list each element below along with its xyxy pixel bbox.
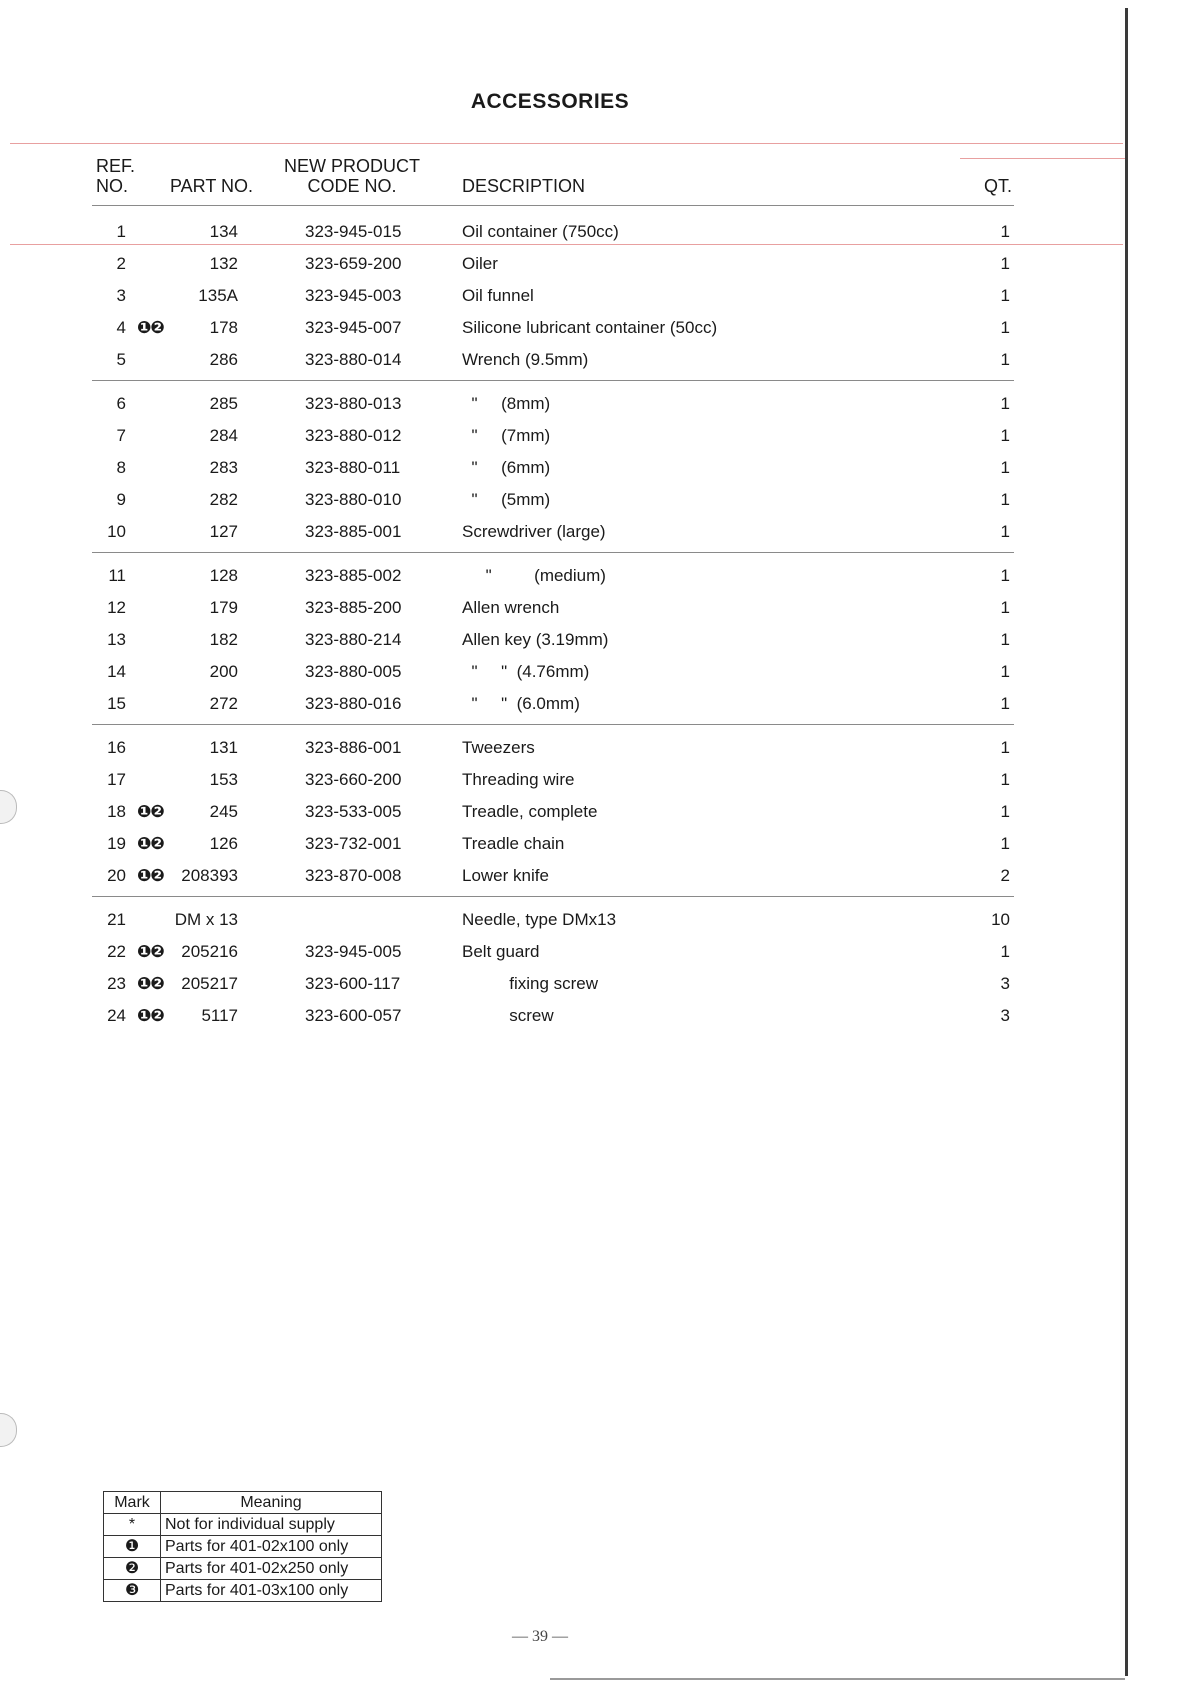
table-row — [0, 346, 1100, 378]
product-code: 323-659-200 — [305, 254, 402, 273]
header-ref-line2: NO. — [96, 176, 129, 196]
quantity: 1 — [1000, 942, 1010, 961]
quantity: 1 — [1000, 834, 1010, 853]
description: fixing screw — [462, 974, 599, 993]
quantity: 1 — [1000, 458, 1010, 477]
part-no: 131 — [209, 738, 238, 757]
table-row — [0, 1002, 1100, 1034]
table-row — [0, 690, 1100, 722]
quantity: 1 — [1000, 598, 1010, 617]
product-code: 323-880-016 — [305, 694, 402, 713]
product-code: 323-880-010 — [305, 490, 402, 509]
part-no: 153 — [209, 770, 238, 789]
product-code: 323-533-005 — [305, 802, 402, 821]
legend-meaning: Not for individual supply — [161, 1514, 382, 1536]
quantity: 1 — [1000, 522, 1010, 541]
product-code: 323-886-001 — [305, 738, 402, 757]
legend-row — [104, 1514, 382, 1536]
quantity: 1 — [1000, 222, 1010, 241]
description: " (5mm) — [462, 490, 551, 509]
page-bottom-edge — [550, 1678, 1125, 1680]
page-title: ACCESSORIES — [470, 90, 630, 113]
quantity: 3 — [1000, 974, 1010, 993]
description: Needle, type DMx13 — [462, 910, 617, 929]
part-no: 205216 — [181, 942, 238, 961]
ref-no: 11 — [108, 566, 126, 585]
table-row — [0, 658, 1100, 690]
ref-no: 12 — [107, 598, 126, 617]
mark-symbol: ❶❷ — [137, 834, 164, 853]
legend-row — [104, 1558, 382, 1580]
quantity: 10 — [991, 910, 1010, 929]
ref-no: 8 — [116, 458, 126, 477]
binder-hole-mark — [0, 1413, 17, 1447]
part-no: 127 — [209, 522, 238, 541]
quantity: 1 — [1000, 350, 1010, 369]
quantity: 1 — [1000, 426, 1010, 445]
part-no: 182 — [209, 630, 238, 649]
page-number: — 39 — — [512, 1628, 568, 1645]
part-no: 178 — [209, 318, 238, 337]
part-no: 132 — [209, 254, 238, 273]
table-row — [0, 798, 1100, 830]
legend-header-row — [104, 1492, 382, 1514]
product-code: 323-880-005 — [305, 662, 402, 681]
legend-header-meaning: Meaning — [161, 1492, 382, 1514]
scan-line-top — [10, 143, 1123, 144]
part-no: 282 — [209, 490, 238, 509]
product-code: 323-945-005 — [305, 942, 402, 961]
header-description: DESCRIPTION — [462, 176, 586, 196]
table-row — [0, 518, 1100, 550]
ref-no: 15 — [107, 694, 126, 713]
legend-mark: * — [104, 1514, 161, 1536]
scan-line-right — [960, 158, 1125, 159]
mark-symbol: ❶❷ — [137, 974, 164, 993]
description: Screwdriver (large) — [462, 522, 606, 541]
ref-no: 19 — [107, 834, 126, 853]
quantity: 3 — [1000, 1006, 1010, 1025]
description: Treadle, complete — [462, 802, 598, 821]
page-edge-shadow — [1125, 8, 1128, 1676]
part-no: 135A — [198, 286, 238, 305]
product-code: 323-660-200 — [305, 770, 402, 789]
ref-no: 17 — [107, 770, 126, 789]
ref-no: 24 — [107, 1006, 126, 1025]
ref-no: 20 — [107, 866, 126, 885]
table-row — [0, 314, 1100, 346]
parts-list — [0, 218, 1100, 1034]
ref-no: 9 — [116, 490, 126, 509]
ref-no: 21 — [107, 910, 126, 929]
part-no: 134 — [209, 222, 238, 241]
description: Silicone lubricant container (50cc) — [462, 318, 718, 337]
description: " (medium) — [462, 566, 606, 585]
legend-mark: ❷ — [104, 1558, 161, 1580]
part-no: 179 — [209, 598, 238, 617]
description: Allen wrench — [462, 598, 560, 617]
part-no: 245 — [209, 802, 238, 821]
mark-symbol: ❶❷ — [137, 1006, 164, 1025]
mark-symbol: ❶❷ — [137, 318, 164, 337]
ref-no: 14 — [107, 662, 126, 681]
table-row — [0, 766, 1100, 798]
part-no: 284 — [209, 426, 238, 445]
description: Oiler — [462, 254, 498, 273]
description: " " (4.76mm) — [462, 662, 590, 681]
product-code: 323-880-011 — [305, 458, 401, 477]
header-code-line1: NEW PRODUCT — [284, 156, 420, 176]
part-no: 5117 — [201, 1006, 238, 1025]
mark-legend — [103, 1491, 382, 1602]
legend-meaning: Parts for 401-03x100 only — [161, 1580, 382, 1602]
part-no: 285 — [209, 394, 238, 413]
table-row — [0, 486, 1100, 518]
quantity: 1 — [1000, 630, 1010, 649]
part-no: 283 — [209, 458, 238, 477]
description: Belt guard — [462, 942, 540, 961]
header-part-no: PART NO. — [170, 176, 254, 196]
ref-no: 7 — [116, 426, 126, 445]
description: " " (6.0mm) — [462, 694, 580, 713]
legend-meaning: Parts for 401-02x250 only — [161, 1558, 382, 1580]
table-row — [0, 938, 1100, 970]
table-row — [0, 862, 1100, 894]
legend-mark: ❶ — [104, 1536, 161, 1558]
legend-header-mark: Mark — [104, 1492, 161, 1514]
ref-no: 10 — [107, 522, 126, 541]
product-code: 323-880-014 — [305, 350, 402, 369]
description: screw — [462, 1006, 554, 1025]
quantity: 2 — [1000, 866, 1010, 885]
ref-no: 22 — [107, 942, 126, 961]
header-ref-line1: REF. — [96, 156, 136, 176]
description: Threading wire — [462, 770, 575, 789]
part-no: 208393 — [181, 866, 238, 885]
table-row — [0, 218, 1100, 250]
ref-no: 2 — [116, 254, 126, 273]
product-code: 323-885-001 — [305, 522, 402, 541]
table-row — [0, 594, 1100, 626]
product-code: 323-885-002 — [305, 566, 402, 585]
ref-no: 5 — [116, 350, 126, 369]
mark-symbol: ❶❷ — [137, 866, 164, 885]
ref-no: 4 — [116, 318, 126, 337]
product-code: 323-600-057 — [305, 1006, 402, 1025]
table-row — [0, 390, 1100, 422]
ref-no: 6 — [116, 394, 126, 413]
product-code: 323-945-015 — [305, 222, 402, 241]
header-rule — [92, 205, 1014, 206]
description: Tweezers — [462, 738, 535, 757]
description: " (7mm) — [462, 426, 551, 445]
ref-no: 18 — [107, 802, 126, 821]
part-no: 128 — [209, 566, 238, 585]
product-code: 323-945-003 — [305, 286, 402, 305]
mark-symbol: ❶❷ — [137, 942, 164, 961]
table-row — [0, 562, 1100, 594]
part-no: 126 — [209, 834, 238, 853]
part-no: 200 — [209, 662, 238, 681]
legend-meaning: Parts for 401-02x100 only — [161, 1536, 382, 1558]
table-row — [0, 970, 1100, 1002]
quantity: 1 — [1000, 802, 1010, 821]
description: Wrench (9.5mm) — [462, 350, 589, 369]
legend-row — [104, 1536, 382, 1558]
quantity: 1 — [1000, 490, 1010, 509]
quantity: 1 — [1000, 566, 1010, 585]
quantity: 1 — [1000, 662, 1010, 681]
table-row — [0, 830, 1100, 862]
quantity: 1 — [1000, 694, 1010, 713]
description: " (6mm) — [462, 458, 551, 477]
table-row — [0, 626, 1100, 658]
header-qty: QT. — [984, 176, 1013, 196]
quantity: 1 — [1000, 394, 1010, 413]
product-code: 323-880-013 — [305, 394, 402, 413]
description: Lower knife — [462, 866, 549, 885]
description: Allen key (3.19mm) — [462, 630, 609, 649]
quantity: 1 — [1000, 286, 1010, 305]
product-code: 323-732-001 — [305, 834, 402, 853]
quantity: 1 — [1000, 254, 1010, 273]
description: Oil funnel — [462, 286, 534, 305]
quantity: 1 — [1000, 738, 1010, 757]
mark-symbol: ❶❷ — [137, 802, 164, 821]
table-row — [0, 906, 1100, 938]
legend-row — [104, 1580, 382, 1602]
part-no: 205217 — [181, 974, 238, 993]
legend-mark: ❸ — [104, 1580, 161, 1602]
product-code: 323-945-007 — [305, 318, 402, 337]
table-row — [0, 422, 1100, 454]
ref-no: 3 — [116, 286, 126, 305]
ref-no: 1 — [116, 222, 126, 241]
product-code: 323-870-008 — [305, 866, 402, 885]
table-row — [0, 250, 1100, 282]
quantity: 1 — [1000, 770, 1010, 789]
description: Treadle chain — [462, 834, 565, 853]
ref-no: 16 — [107, 738, 126, 757]
description: " (8mm) — [462, 394, 551, 413]
product-code: 323-880-012 — [305, 426, 402, 445]
header-code-line2: CODE NO. — [307, 176, 397, 196]
part-no: 286 — [209, 350, 238, 369]
quantity: 1 — [1000, 318, 1010, 337]
part-no: 272 — [209, 694, 238, 713]
table-row — [0, 734, 1100, 766]
table-row — [0, 282, 1100, 314]
product-code: 323-600-117 — [305, 974, 401, 993]
product-code: 323-885-200 — [305, 598, 402, 617]
ref-no: 13 — [107, 630, 126, 649]
description: Oil container (750cc) — [462, 222, 619, 241]
table-row — [0, 454, 1100, 486]
part-no: DM x 13 — [174, 910, 238, 929]
product-code: 323-880-214 — [305, 630, 402, 649]
ref-no: 23 — [107, 974, 126, 993]
